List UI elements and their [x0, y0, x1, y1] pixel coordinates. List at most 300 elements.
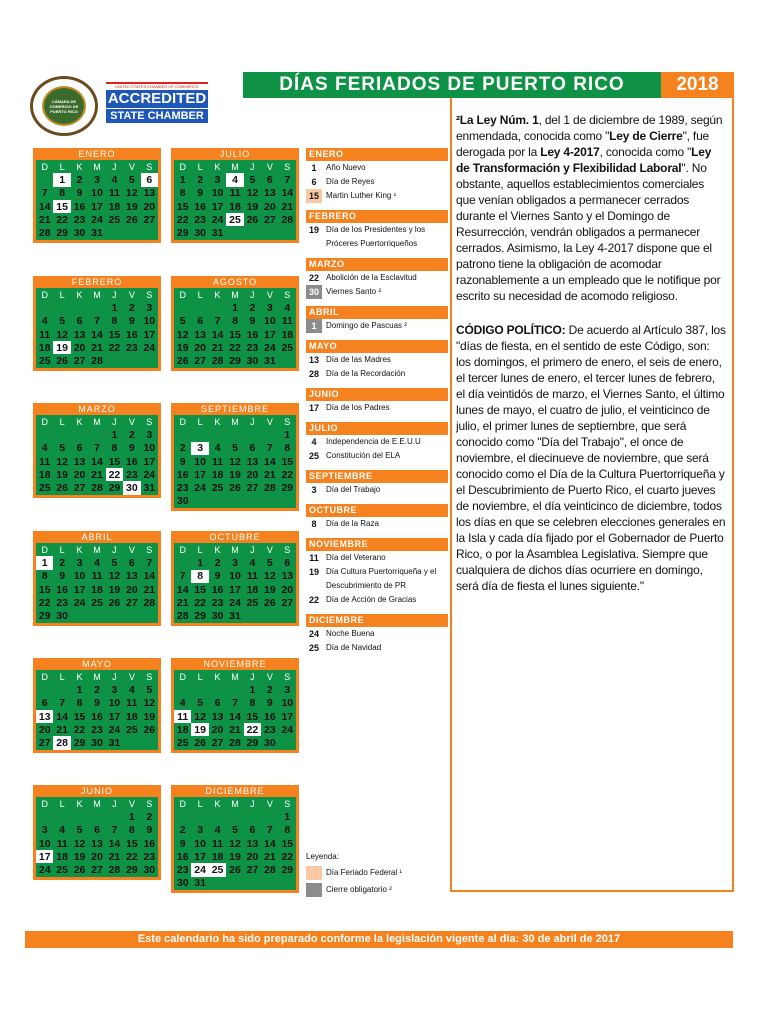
weekday-header: M	[231, 289, 239, 300]
weekday-header: V	[266, 798, 273, 809]
holiday-month-header: NOVIEMBRE	[306, 538, 448, 551]
holiday-day: 25	[308, 451, 319, 461]
accredited-main-text: ACCREDITED	[107, 90, 207, 107]
weekday-header: K	[214, 544, 221, 555]
holiday-name: Día de Navidad	[326, 643, 382, 652]
day-cell: 17	[36, 850, 53, 863]
day-cell: 2	[59, 556, 66, 569]
day-cell: 21	[229, 723, 241, 736]
day-cell: 28	[264, 482, 276, 495]
empty-cell	[36, 173, 53, 186]
holiday-month-header: FEBRERO	[306, 210, 448, 223]
day-cell: 17	[194, 468, 206, 481]
day-cell: 11	[91, 570, 103, 583]
day-cell: 25	[126, 723, 138, 736]
weekday-header: L	[59, 416, 65, 427]
holiday-day: 25	[308, 643, 319, 653]
holiday-name: Día de Reyes	[326, 177, 375, 186]
weekday-header: S	[284, 289, 291, 300]
day-cell: 24	[143, 468, 156, 481]
holiday-month-list	[306, 627, 448, 655]
month-calendar-julio	[171, 148, 299, 243]
day-cell: 26	[56, 355, 68, 368]
empty-cell	[191, 683, 208, 696]
day-cell: 7	[94, 442, 100, 455]
day-cell: 5	[197, 697, 204, 710]
text-run: , del 1 de diciembre de 1989, según enmendada, conocida como "	[456, 113, 723, 143]
day-cell: 9	[59, 570, 66, 583]
day-cell: 20	[143, 200, 156, 213]
day-cell: 30	[211, 610, 224, 623]
empty-cell	[71, 301, 88, 314]
holiday-row	[306, 627, 448, 641]
empty-cell	[261, 877, 278, 890]
day-cell: 14	[281, 187, 294, 200]
weekday-header: M	[93, 161, 101, 172]
day-cell: 18	[246, 583, 259, 596]
month-calendar-noviembre	[171, 658, 299, 753]
day-cell: 16	[143, 837, 156, 850]
day-cell: 5	[59, 442, 66, 455]
text-run: ". No obstante, aquellos establecimientos comerciales que venían obligados a permanecer cerrados durante el Viernes Santo y el Domingo de Resurrección, vendrán obligados a permanecer cerrados. Asimismo, la Ley 4-2017 dispone que el patrono tiene la obligación de acomodar razonablemente a un empleado que le notifique por escrito su necesidad de acomodo religioso.	[456, 161, 721, 303]
empty-cell	[261, 428, 278, 441]
empty-cell	[244, 810, 261, 823]
day-cell: 26	[108, 596, 121, 609]
day-cell: 6	[141, 173, 158, 186]
day-cell: 24	[191, 863, 208, 876]
day-cell: 18	[56, 850, 68, 863]
weekday-header: L	[197, 798, 203, 809]
weekday-header: D	[41, 416, 48, 427]
day-cell: 28	[91, 482, 103, 495]
day-cell: 4	[94, 556, 100, 569]
day-cell: 4	[111, 173, 118, 186]
day-cell: 20	[126, 583, 138, 596]
day-cell: 25	[176, 737, 189, 750]
weekday-header: M	[93, 416, 101, 427]
day-cell: 20	[246, 850, 259, 863]
empty-cell	[141, 226, 158, 239]
day-cell: 24	[229, 596, 241, 609]
day-cell: 3	[232, 556, 238, 569]
empty-cell	[141, 609, 158, 622]
day-cell: 26	[73, 864, 86, 877]
day-cell: 22	[194, 596, 206, 609]
month-name: SEPTIEMBRE	[200, 404, 269, 414]
day-cell: 7	[111, 824, 118, 837]
empty-cell	[209, 495, 226, 508]
day-cell: 27	[73, 355, 86, 368]
day-cell: 8	[284, 442, 291, 455]
day-cell: 25	[209, 863, 226, 876]
weekday-header: D	[41, 798, 48, 809]
empty-cell	[36, 301, 53, 314]
weekday-header: S	[284, 671, 291, 682]
day-cell: 20	[211, 723, 224, 736]
bold-run: ²La Ley Núm. 1	[456, 113, 539, 127]
day-cell: 16	[126, 455, 138, 468]
day-cell: 1	[76, 683, 83, 696]
day-cell: 12	[56, 328, 68, 341]
day-cell: 15	[38, 583, 51, 596]
weekday-header: V	[128, 289, 135, 300]
empty-cell	[123, 354, 140, 367]
day-cell: 14	[264, 455, 276, 468]
day-cell: 5	[179, 315, 186, 328]
legend-title: Leyenda:	[306, 852, 339, 861]
day-cell: 24	[108, 723, 121, 736]
day-cell: 17	[194, 850, 206, 863]
day-cell: 14	[38, 200, 51, 213]
page-title: DÍAS FERIADOS DE PUERTO RICO	[243, 72, 661, 98]
empty-cell	[71, 609, 88, 622]
day-cell: 3	[94, 173, 100, 186]
day-cell: 18	[281, 328, 294, 341]
day-cell: 17	[143, 455, 156, 468]
empty-cell	[71, 810, 88, 823]
day-cell: 3	[146, 428, 153, 441]
day-cell: 21	[143, 583, 156, 596]
holiday-name: Día de las Madres	[326, 355, 391, 364]
weekday-header: V	[128, 416, 135, 427]
day-cell: 23	[246, 341, 259, 354]
day-cell: 25	[108, 213, 121, 226]
weekday-header: M	[231, 671, 239, 682]
day-cell: 23	[194, 213, 206, 226]
day-cell: 12	[264, 570, 276, 583]
day-cell: 11	[39, 328, 51, 341]
day-cell: 13	[126, 570, 138, 583]
month-grid	[174, 415, 296, 508]
day-cell: 31	[143, 482, 156, 495]
day-cell: 1	[179, 173, 186, 186]
empty-cell	[141, 736, 158, 749]
holiday-name: Día de los Padres	[326, 403, 390, 412]
day-cell: 16	[73, 200, 86, 213]
text-run: ", fue derogada por la	[456, 129, 710, 159]
day-cell: 3	[191, 442, 208, 455]
month-grid	[174, 543, 296, 623]
day-cell: 2	[179, 824, 186, 837]
weekday-header: L	[59, 544, 65, 555]
day-cell: 19	[73, 850, 86, 863]
day-cell: 3	[197, 824, 204, 837]
day-cell: 7	[284, 173, 291, 186]
day-cell: 13	[281, 570, 294, 583]
day-cell: 31	[264, 355, 276, 368]
holiday-row	[306, 641, 448, 655]
holiday-name: Martin Luther King ¹	[326, 191, 397, 200]
day-cell: 7	[41, 187, 48, 200]
day-cell: 16	[211, 583, 224, 596]
day-cell: 18	[91, 583, 103, 596]
day-cell: 29	[281, 864, 294, 877]
weekday-header: M	[231, 161, 239, 172]
weekday-header: K	[76, 289, 83, 300]
holiday-day: 24	[308, 629, 319, 639]
empty-cell	[106, 810, 123, 823]
day-cell: 25	[56, 864, 68, 877]
month-name: NOVIEMBRE	[203, 659, 267, 669]
empty-cell	[209, 683, 226, 696]
weekday-header: L	[59, 671, 65, 682]
accredited-state-chamber-logo	[106, 82, 208, 128]
day-cell: 17	[229, 583, 241, 596]
holiday-row	[306, 271, 448, 285]
day-cell: 18	[176, 723, 189, 736]
day-cell: 9	[197, 187, 204, 200]
day-cell: 10	[264, 315, 276, 328]
empty-cell	[279, 736, 296, 749]
day-cell: 21	[108, 850, 121, 863]
weekday-header: V	[128, 544, 135, 555]
legend-closed-label: Cierre obligatorio ²	[326, 885, 392, 894]
day-cell: 2	[128, 301, 135, 314]
day-cell: 16	[126, 328, 138, 341]
day-cell: 3	[266, 301, 273, 314]
holiday-month-list	[306, 161, 448, 203]
day-cell: 26	[229, 482, 241, 495]
month-name: MARZO	[78, 404, 116, 414]
day-cell: 12	[73, 837, 86, 850]
holiday-row	[306, 353, 448, 367]
day-cell: 2	[197, 173, 204, 186]
day-cell: 16	[91, 710, 103, 723]
holiday-day: 17	[308, 403, 319, 413]
empty-cell	[36, 428, 53, 441]
day-cell: 5	[232, 442, 238, 455]
month-name: OCTUBRE	[209, 532, 261, 542]
day-cell: 18	[126, 710, 138, 723]
day-cell: 22	[38, 596, 51, 609]
holiday-name: Día de la Recordación	[326, 369, 406, 378]
day-cell: 19	[53, 341, 70, 354]
day-cell: 21	[91, 341, 103, 354]
weekday-header: K	[76, 416, 83, 427]
day-cell: 24	[194, 482, 206, 495]
day-cell: 12	[176, 328, 189, 341]
month-calendar-mayo	[33, 658, 161, 753]
day-cell: 1	[284, 428, 291, 441]
holiday-row	[306, 401, 448, 415]
empty-cell	[261, 609, 278, 622]
weekday-header: S	[146, 798, 153, 809]
seal-emblem	[42, 86, 86, 126]
day-cell: 9	[249, 315, 256, 328]
day-cell: 27	[211, 737, 224, 750]
month-calendar-diciembre	[171, 785, 299, 893]
day-cell: 18	[108, 200, 121, 213]
day-cell: 7	[266, 824, 273, 837]
weekday-header: L	[197, 416, 203, 427]
empty-cell	[174, 556, 191, 569]
day-cell: 11	[229, 187, 241, 200]
day-cell: 22	[281, 850, 294, 863]
day-cell: 21	[38, 213, 51, 226]
weekday-header: J	[112, 416, 117, 427]
day-cell: 26	[229, 864, 241, 877]
day-cell: 15	[281, 455, 294, 468]
weekday-header: J	[112, 544, 117, 555]
day-cell: 14	[108, 837, 121, 850]
day-cell: 21	[211, 341, 224, 354]
holiday-day: 8	[311, 519, 317, 529]
day-cell: 28	[264, 864, 276, 877]
weekday-header: D	[179, 671, 186, 682]
bold-run: Ley de Transformación y Flexibilidad Laboral	[456, 145, 712, 175]
weekday-header: J	[250, 671, 255, 682]
month-calendar-enero	[33, 148, 161, 243]
day-cell: 13	[246, 455, 259, 468]
day-cell: 15	[126, 837, 138, 850]
day-cell: 24	[91, 213, 103, 226]
day-cell: 7	[94, 315, 100, 328]
day-cell: 10	[143, 315, 156, 328]
holiday-row	[306, 565, 448, 593]
holiday-row	[306, 175, 448, 189]
day-cell: 9	[179, 455, 186, 468]
day-cell: 2	[179, 442, 186, 455]
day-cell: 23	[211, 596, 224, 609]
day-cell: 30	[56, 610, 68, 623]
weekday-header: J	[250, 289, 255, 300]
weekday-header: V	[128, 798, 135, 809]
day-cell: 17	[211, 200, 224, 213]
day-cell: 8	[59, 187, 66, 200]
day-cell: 25	[38, 355, 51, 368]
holiday-month-header: MARZO	[306, 258, 448, 271]
holiday-row	[306, 189, 448, 203]
empty-cell	[279, 495, 296, 508]
day-cell: 2	[94, 683, 100, 696]
empty-cell	[244, 609, 261, 622]
holiday-row	[306, 551, 448, 565]
month-calendar-octubre	[171, 531, 299, 626]
empty-cell	[53, 428, 70, 441]
day-cell: 2	[146, 810, 153, 823]
month-calendar-abril	[33, 531, 161, 626]
day-cell: 3	[76, 556, 83, 569]
legal-notes	[450, 98, 734, 892]
day-cell: 14	[176, 583, 189, 596]
day-cell: 11	[39, 455, 51, 468]
day-cell: 16	[176, 850, 189, 863]
day-cell: 13	[211, 710, 224, 723]
day-cell: 19	[108, 583, 121, 596]
weekday-header: D	[179, 544, 186, 555]
month-grid	[36, 797, 158, 877]
weekday-header: D	[41, 161, 48, 172]
day-cell: 10	[73, 570, 86, 583]
day-cell: 20	[194, 341, 206, 354]
day-cell: 28	[229, 737, 241, 750]
month-name: JULIO	[219, 149, 251, 159]
holiday-name: Día de los Presidentes y los Próceres Puertorriqueños	[326, 225, 426, 248]
day-cell: 10	[194, 837, 206, 850]
holiday-row	[306, 285, 448, 299]
weekday-header: M	[231, 416, 239, 427]
empty-cell	[191, 810, 208, 823]
holiday-month-header: OCTUBRE	[306, 504, 448, 517]
day-cell: 13	[143, 187, 156, 200]
weekday-header: K	[214, 289, 221, 300]
empty-cell	[106, 609, 123, 622]
day-cell: 20	[91, 850, 103, 863]
weekday-header: V	[266, 289, 273, 300]
weekday-header: S	[146, 671, 153, 682]
day-cell: 11	[246, 570, 258, 583]
holiday-name: Viernes Santo ²	[326, 287, 381, 296]
day-cell: 29	[246, 737, 259, 750]
holiday-name: Noche Buena	[326, 629, 375, 638]
day-cell: 22	[176, 213, 189, 226]
empty-cell	[226, 683, 243, 696]
day-cell: 2	[128, 428, 135, 441]
empty-cell	[174, 428, 191, 441]
holiday-name: Día de la Raza	[326, 519, 379, 528]
day-cell: 30	[123, 481, 140, 494]
day-cell: 19	[176, 341, 189, 354]
day-cell: 23	[126, 341, 138, 354]
day-cell: 25	[211, 482, 224, 495]
day-cell: 18	[38, 341, 51, 354]
day-cell: 18	[211, 850, 224, 863]
weekday-header: K	[214, 798, 221, 809]
empty-cell	[123, 226, 140, 239]
weekday-header: V	[266, 416, 273, 427]
holiday-month-list	[306, 435, 448, 463]
month-name: MAYO	[82, 659, 112, 669]
day-cell: 30	[194, 227, 206, 240]
weekday-header: S	[284, 544, 291, 555]
weekday-header: S	[146, 161, 153, 172]
empty-cell	[209, 810, 226, 823]
legend-federal-label: Día Feriado Federal ¹	[326, 868, 403, 877]
holiday-row	[306, 517, 448, 531]
holiday-day: 3	[311, 485, 317, 495]
legend	[306, 852, 448, 899]
day-cell: 21	[56, 723, 68, 736]
weekday-header: D	[179, 161, 186, 172]
holiday-day: 11	[309, 553, 319, 563]
holiday-row	[306, 483, 448, 497]
day-cell: 13	[73, 455, 86, 468]
day-cell: 4	[214, 824, 221, 837]
day-cell: 22	[108, 341, 121, 354]
day-cell: 19	[229, 468, 241, 481]
day-cell: 8	[284, 824, 291, 837]
weekday-header: J	[112, 671, 117, 682]
empty-cell	[123, 736, 140, 749]
holiday-month-list	[306, 517, 448, 531]
holiday-day: 4	[311, 437, 317, 447]
day-cell: 22	[106, 468, 123, 481]
empty-cell	[244, 495, 261, 508]
bold-run: Ley de Cierre	[609, 129, 683, 143]
weekday-header: K	[76, 671, 83, 682]
empty-cell	[244, 428, 261, 441]
day-cell: 22	[56, 213, 68, 226]
weekday-header: D	[41, 544, 48, 555]
holiday-list	[306, 148, 448, 662]
day-cell: 23	[143, 850, 156, 863]
day-cell: 11	[212, 837, 224, 850]
day-cell: 11	[212, 455, 224, 468]
day-cell: 5	[266, 556, 273, 569]
day-cell: 24	[143, 341, 156, 354]
day-cell: 27	[38, 737, 51, 750]
month-name: AGOSTO	[212, 277, 258, 287]
